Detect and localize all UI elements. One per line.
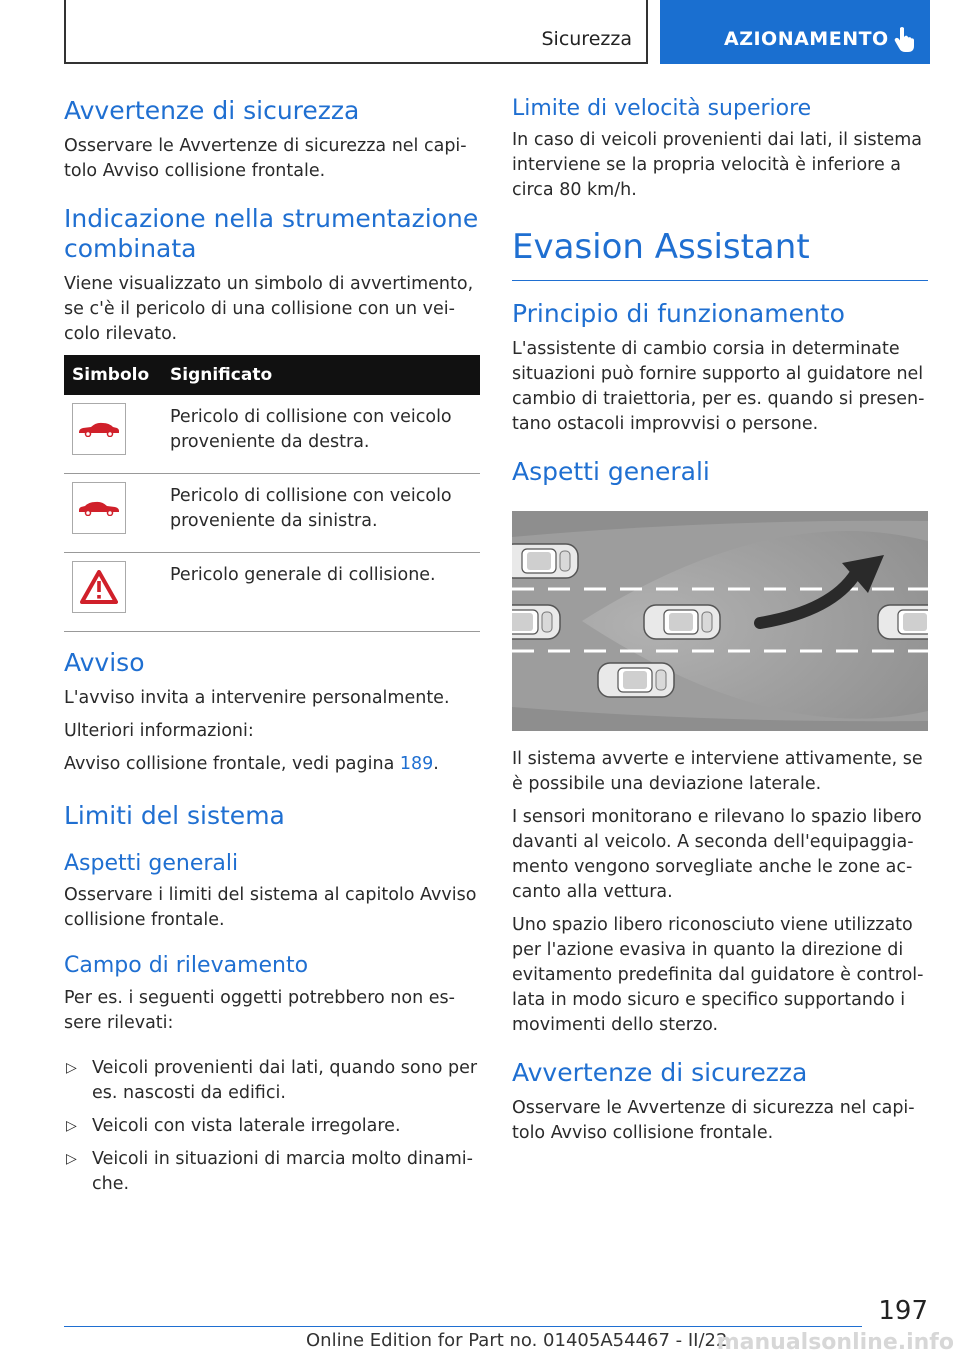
heading-warning: Avviso bbox=[64, 648, 145, 677]
bullet-marker-icon: ▷ bbox=[66, 1059, 77, 1076]
para-general-aspects: Osservare i limiti del sistema al capitolo Avviso collisione frontale. bbox=[64, 885, 477, 931]
page-number: 197 bbox=[878, 1296, 928, 1326]
heading-safety-notes: Avvertenze di sicurezza bbox=[64, 96, 360, 125]
header-chapter-box[interactable] bbox=[660, 0, 930, 64]
list-item bbox=[64, 1114, 480, 1139]
heading-detection-range: Campo di rilevamento bbox=[64, 953, 309, 979]
para-warning-2: Ulteriori informazioni: bbox=[64, 721, 254, 741]
heading-general-aspects-right: Aspetti generali bbox=[512, 457, 710, 487]
watermark-logo: manualsonline.info bbox=[716, 1330, 954, 1355]
table-cell-meaning: Pericolo di collisione con veicolo proveniente da sinistra. bbox=[162, 474, 480, 553]
para-system-warns: Il sistema avverte e interviene attivamente, se è possibile una deviazione laterale. bbox=[512, 749, 923, 795]
para-safety-notes-right: Osservare le Avvertenze di sicurezza nel capi-tolo Avviso collisione frontale. bbox=[512, 1098, 915, 1144]
para-safety-notes: Osservare le Avvertenze di sicurezza nel capi-tolo Avviso collisione frontale. bbox=[64, 136, 467, 181]
list-item-text: Veicoli in situazioni di marcia molto dinami-che. bbox=[92, 1148, 473, 1194]
left-column bbox=[64, 96, 480, 1205]
para-free-space: Uno spazio libero riconosciuto viene utilizzato per l'azione evasiva in quanto la direzione di evitamento predefinita dal guidatore è control-lata in modo sicuro e specifico supportando i movimenti dello sterzo. bbox=[512, 915, 924, 1036]
para-instrument-display: Viene visualizzato un simbolo di avvertimento, se c'è il pericolo di una collisione con un vei-colo rilevato. bbox=[64, 274, 474, 344]
car-left-warning-icon bbox=[72, 482, 126, 534]
footer-edition: Online Edition for Part no. 01405A54467 - II/22 bbox=[306, 1330, 728, 1351]
header-section-title: Sicurezza bbox=[541, 28, 632, 50]
section-divider bbox=[512, 280, 928, 281]
heading-operating-principle: Principio di funzionamento bbox=[512, 299, 845, 329]
heading-speed-limit: Limite di velocità superiore bbox=[512, 96, 812, 121]
para-warning-3-text: Avviso collisione frontale, vedi pagina bbox=[64, 754, 400, 774]
footer-divider bbox=[64, 1326, 862, 1327]
para-speed-limit: In caso di veicoli provenienti dai lati, il sistema interviene se la propria velocità è inferiore a circa 80 km/h. bbox=[512, 130, 923, 201]
para-warning-3 bbox=[64, 752, 480, 777]
para-warning-1: L'avviso invita a intervenire personalmente. bbox=[64, 688, 450, 708]
heading-evasion-assistant: Evasion Assistant bbox=[512, 227, 810, 268]
table-row bbox=[64, 553, 480, 632]
list-item bbox=[64, 1056, 480, 1106]
right-column bbox=[512, 96, 928, 1154]
para-sensors: I sensori monitorano e rilevano lo spazio libero davanti al veicolo. A seconda dell'equipaggia-mento vengono sorvegliate anche le zone ac-canto alla vettura. bbox=[512, 807, 922, 903]
heading-safety-notes-right: Avvertenze di sicurezza bbox=[512, 1058, 808, 1088]
heading-instrument-display: Indicazione nella strumentazione combinata bbox=[64, 204, 479, 263]
car-right-warning-icon bbox=[72, 403, 126, 455]
heading-general-aspects: Aspetti generali bbox=[64, 851, 239, 876]
table-row bbox=[64, 395, 480, 474]
table-row bbox=[64, 474, 480, 553]
para-detection-range: Per es. i seguenti oggetti potrebbero non es-sere rilevati: bbox=[64, 987, 455, 1033]
para-operating-principle: L'assistente di cambio corsia in determinate situazioni può fornire supporto al guidatore nel cambio di traiettoria, per es. quando si presen-tano ostacoli improvvisi o persone. bbox=[512, 339, 925, 435]
table-cell-meaning: Pericolo generale di collisione. bbox=[162, 553, 480, 632]
symbol-table bbox=[64, 355, 480, 632]
list-item-text: Veicoli con vista laterale irregolare. bbox=[92, 1115, 401, 1136]
table-header-symbol: Simbolo bbox=[64, 355, 162, 395]
table-cell-meaning: Pericolo di collisione con veicolo proveniente da destra. bbox=[162, 395, 480, 474]
bullet-list bbox=[64, 1056, 480, 1197]
table-header-meaning: Significato bbox=[162, 355, 480, 395]
header-chapter-title: AZIONAMENTO bbox=[724, 28, 889, 50]
para-warning-3-end: . bbox=[433, 754, 439, 774]
list-item bbox=[64, 1147, 480, 1197]
bullet-marker-icon: ▷ bbox=[66, 1150, 77, 1167]
bullet-marker-icon: ▷ bbox=[66, 1117, 77, 1134]
header-section-box bbox=[64, 0, 648, 64]
evasion-illustration bbox=[512, 511, 928, 731]
warning-triangle-icon bbox=[72, 561, 126, 613]
heading-system-limits: Limiti del sistema bbox=[64, 801, 285, 830]
page-link[interactable]: 189 bbox=[399, 754, 434, 774]
hand-pointer-icon bbox=[894, 26, 916, 56]
list-item-text: Veicoli provenienti dai lati, quando sono per es. nascosti da edifici. bbox=[92, 1057, 478, 1103]
